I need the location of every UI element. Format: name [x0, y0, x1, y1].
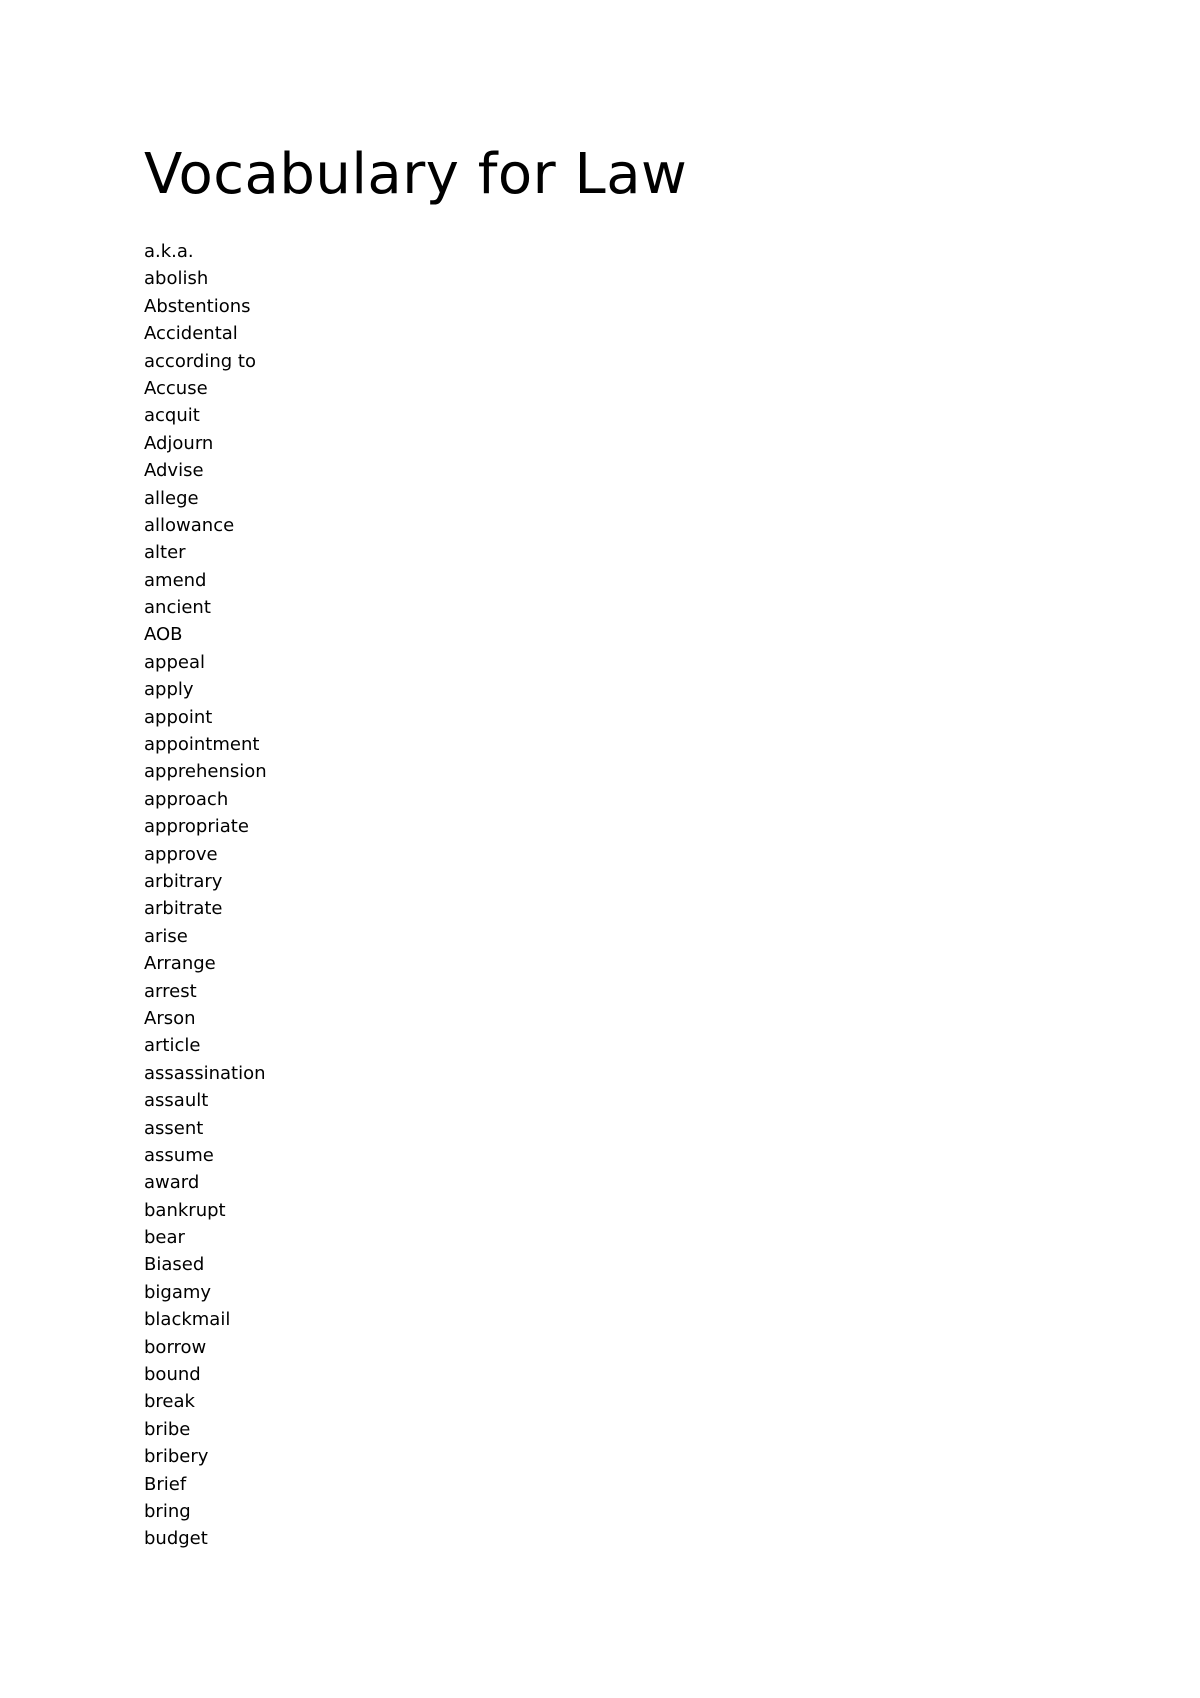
vocabulary-item: arbitrate — [144, 898, 223, 920]
vocabulary-item: alter — [144, 542, 186, 564]
vocabulary-item: appoint — [144, 706, 213, 728]
vocabulary-item: break — [144, 1391, 195, 1413]
vocabulary-item: arrest — [144, 980, 197, 1002]
vocabulary-item: Arson — [144, 1007, 196, 1029]
vocabulary-item: Biased — [144, 1254, 205, 1276]
vocabulary-item: assault — [144, 1090, 209, 1112]
vocabulary-item: bankrupt — [144, 1199, 226, 1221]
vocabulary-item: allege — [144, 487, 199, 509]
vocabulary-item: assent — [144, 1117, 204, 1139]
vocabulary-item: Brief — [144, 1473, 187, 1495]
vocabulary-item: budget — [144, 1528, 208, 1550]
vocabulary-item: bound — [144, 1364, 201, 1386]
vocabulary-item: arise — [144, 925, 188, 947]
vocabulary-item: acquit — [144, 405, 200, 427]
vocabulary-item: approve — [144, 843, 218, 865]
vocabulary-item: award — [144, 1172, 200, 1194]
vocabulary-item: appointment — [144, 734, 260, 756]
vocabulary-item: ancient — [144, 597, 211, 619]
vocabulary-item: bigamy — [144, 1281, 212, 1303]
vocabulary-item: appropriate — [144, 816, 249, 838]
vocabulary-item: Arrange — [144, 953, 216, 975]
vocabulary-item: Abstentions — [144, 295, 251, 317]
vocabulary-item: Accidental — [144, 323, 238, 345]
vocabulary-item: bribe — [144, 1418, 191, 1440]
vocabulary-item: AOB — [144, 624, 183, 646]
vocabulary-item: Accuse — [144, 377, 208, 399]
vocabulary-item: allowance — [144, 514, 235, 536]
vocabulary-item: Advise — [144, 460, 204, 482]
vocabulary-item: arbitrary — [144, 870, 223, 892]
vocabulary-item: bring — [144, 1500, 191, 1522]
vocabulary-item: apply — [144, 679, 194, 701]
vocabulary-item: blackmail — [144, 1309, 231, 1331]
vocabulary-item: bear — [144, 1227, 185, 1249]
vocabulary-item: approach — [144, 788, 229, 810]
vocabulary-item: amend — [144, 569, 207, 591]
vocabulary-item: a.k.a. — [144, 241, 194, 262]
vocabulary-item: bribery — [144, 1446, 209, 1468]
vocabulary-list — [144, 238, 267, 1553]
vocabulary-item: appeal — [144, 651, 205, 673]
vocabulary-item: abolish — [144, 268, 209, 290]
vocabulary-item: assassination — [144, 1062, 266, 1084]
vocabulary-item: according to — [144, 350, 256, 372]
vocabulary-item: article — [144, 1035, 201, 1057]
vocabulary-item: borrow — [144, 1336, 207, 1358]
vocabulary-item: Adjourn — [144, 432, 214, 454]
vocabulary-item: assume — [144, 1144, 214, 1166]
vocabulary-item: apprehension — [144, 761, 267, 783]
document-title: Vocabulary for Law — [144, 142, 688, 207]
